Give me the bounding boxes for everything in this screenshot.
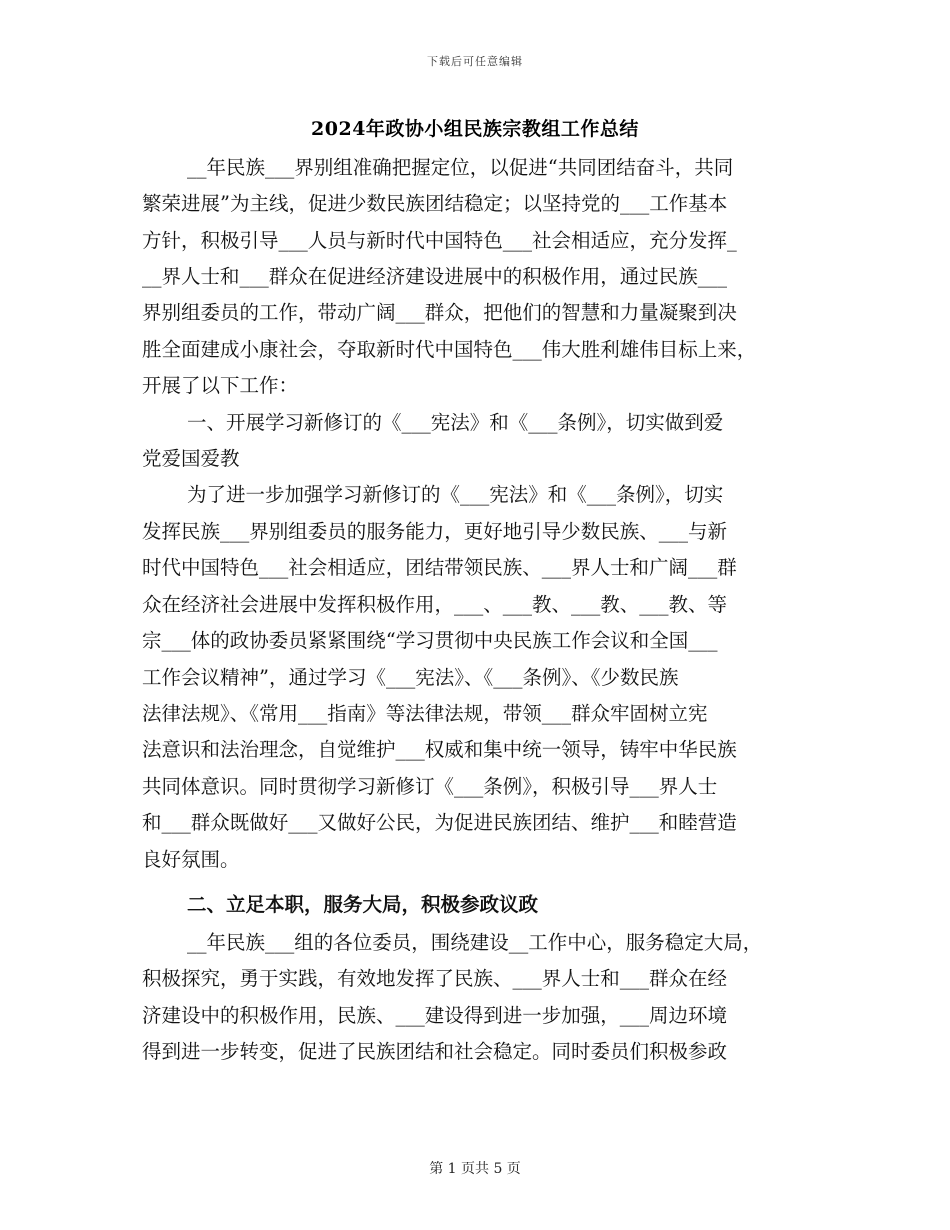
section-heading: 二、立足本职，服务大局，积极参政议政	[187, 893, 539, 916]
paragraph-line: 为了进一步加强学习新修订的《___宪法》和《___条例》，切实	[187, 483, 724, 506]
paragraph-line: 工作会议精神”，通过学习《___宪法》、《___条例》、《少数民族	[142, 666, 679, 689]
paragraph-line: 胜全面建成小康社会，夺取新时代中国特色___伟大胜利雄伟目标上来，	[142, 338, 757, 361]
paragraph-line: 济建设中的积极作用，民族、___建设得到进一步加强，___周边环境	[142, 1004, 728, 1027]
paragraph-line: 和___群众既做好___又做好公民，为促进民族团结、维护___和睦营造	[142, 811, 737, 834]
paragraph-line: 得到进一步转变，促进了民族团结和社会稳定。同时委员们积极参政	[142, 1040, 728, 1063]
paragraph-line: 共同体意识。同时贯彻学习新修订《___条例》，积极引导___界人士	[142, 775, 718, 798]
paragraph-line: 宗___体的政协委员紧紧围绕“学习贯彻中央民族工作会议和全国___	[142, 629, 718, 652]
paragraph-line: 法律法规》、《常用___指南》等法律法规，带领___群众牢固树立宪	[142, 702, 708, 725]
paragraph-line: 发挥民族___界别组委员的服务能力，更好地引导少数民族、___与新	[142, 520, 728, 543]
paragraph-line: 良好氛围。	[142, 848, 240, 871]
paragraph-line: __界人士和___群众在促进经济建设进展中的积极作用，通过民族___	[142, 265, 728, 288]
paragraph-line: 繁荣进展”为主线，促进少数民族团结稳定；以坚持党的___工作基本	[142, 192, 728, 215]
paragraph-line: 法意识和法治理念，自觉维护___权威和集中统一领导，铸牢中华民族	[142, 738, 737, 761]
paragraph-line: 界别组委员的工作，带动广阔___群众，把他们的智慧和力量凝聚到决	[142, 301, 737, 324]
paragraph-line: 众在经济社会进展中发挥积极作用，___、___教、___教、___教、等	[142, 593, 728, 616]
section-heading-line: 党爱国爱教	[142, 447, 240, 470]
page-footer: 第 1 页共 5 页	[429, 1161, 521, 1177]
paragraph-line: 积极探究，勇于实践，有效地发挥了民族、___界人士和___群众在经	[142, 967, 728, 990]
header-note: 下载后可任意编辑	[427, 55, 523, 68]
paragraph-line: 方针，积极引导___人员与新时代中国特色___社会相适应，充分发挥_	[142, 229, 737, 252]
paragraph-line: 时代中国特色___社会相适应，团结带领民族、___界人士和广阔___群	[142, 556, 737, 579]
paragraph-line: 开展了以下工作：	[142, 374, 299, 397]
document-title: 2024年政协小组民族宗教组工作总结	[311, 118, 639, 140]
paragraph-line: __年民族___组的各位委员，围绕建设__工作中心，服务稳定大局，	[187, 931, 763, 954]
section-heading-line: 一、开展学习新修订的《___宪法》和《___条例》，切实做到爱	[187, 411, 724, 434]
paragraph-line: __年民族___界别组准确把握定位，以促进“共同团结奋斗，共同	[187, 156, 734, 179]
